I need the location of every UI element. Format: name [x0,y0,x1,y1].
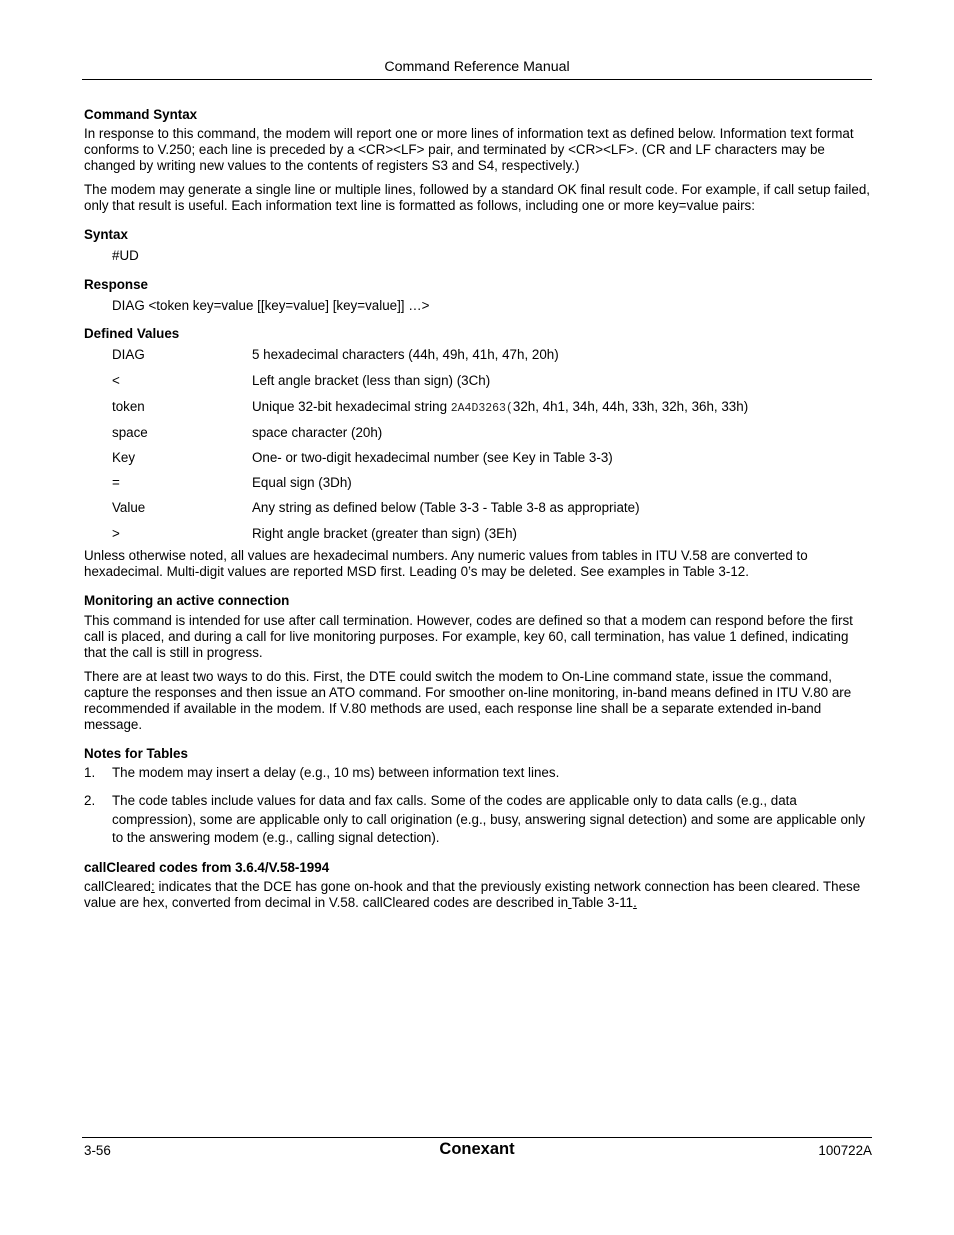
header-divider [82,79,872,80]
note-item [84,792,872,848]
page-number: 3-56 [84,1143,111,1158]
definition-term: = [112,475,120,490]
callcleared-heading: callCleared codes from 3.6.4/V.58-1994 [84,859,330,875]
token-desc-bytes: 32h, 4h1, 34h, 44h, 33h, 32h, 36h, 33h) [512,399,749,414]
definition-description: Right angle bracket (greater than sign) (3Eh) [252,526,517,541]
definition-row [84,373,872,399]
callcleared-period: . [633,894,637,910]
command-syntax-para-1: In response to this command, the modem will report one or more lines of information text as defined below. Information text format conforms to V.250; each line is preceded by a <CR><LF> pair, and terminated by <CR><LF>. (CR and LF characters may be changed by writing new values to the contents of registers S3 and S4, respectively.) [84,126,854,173]
footer-divider [82,1137,872,1138]
command-syntax-heading: Command Syntax [84,107,198,122]
note-text: The code tables include values for data and fax calls. Some of the codes are applicable only to data calls (e.g., data compression), some are applicable only to call origination (e.g., busy, answering signal detection) and some are applicable only to the answering modem (e.g., calling signal detection). [112,793,866,845]
definition-description: Left angle bracket (less than sign) (3Ch) [252,373,491,388]
definition-term: > [112,526,120,541]
running-header: Command Reference Manual [384,59,570,75]
definition-term: Value [112,500,146,515]
syntax-heading: Syntax [84,227,128,242]
token-hex-string: 2A4D3263( [450,402,513,415]
table-3-11-link[interactable]: Table 3-11 [571,894,634,910]
note-number: 2. [84,793,96,808]
defined-values-heading: Defined Values [84,326,180,341]
definition-description [252,399,872,425]
note-number: 1. [84,765,96,780]
definition-term: space [112,425,148,440]
definition-row [84,500,872,526]
definition-description: Any string as defined below (Table 3-3 - Table 3-8 as appropriate) [252,500,640,515]
callcleared-term: callCleared [84,878,151,894]
note-text: The modem may insert a delay (e.g., 10 ms) between information text lines. [112,765,560,780]
callcleared-text: indicates that the DCE has gone on-hook and that the previously existing network connection has been cleared. These value are hex, converted from decimal in V.58. callCleared codes are described in [84,878,861,910]
definition-description: Equal sign (3Dh) [252,475,352,490]
document-number: 100722A [818,1143,872,1158]
note-item [84,765,872,781]
monitoring-para-2: There are at least two ways to do this. First, the DTE could switch the modem to On-Line command state, issue the command, capture the responses and then issue an ATO command. For smoother on-line monitoring, in-band means defined in ITU V.80 are recommended if available in the modem. If V.80 methods are used, each response line shall be a separate extended in-band message. [84,669,852,732]
notes-list [84,765,872,848]
response-heading: Response [84,277,148,292]
definition-row [84,475,872,500]
definition-description: One- or two-digit hexadecimal number (see Key in Table 3-3) [252,450,613,465]
command-syntax-para-2: The modem may generate a single line or multiple lines, followed by a standard OK final result code. For example, if call setup failed, only that result is useful. Each information text line is formatted as follows, including one or more key=value pairs: [84,182,870,213]
definition-term: Key [112,450,136,465]
definition-row [84,425,872,450]
defined-values-list [84,347,872,548]
syntax-value: #UD [112,248,139,263]
callcleared-colon: : [151,878,155,894]
monitoring-heading: Monitoring an active connection [84,593,290,608]
definition-description: 5 hexadecimal characters (44h, 49h, 41h, 47h, 20h) [252,347,559,362]
definition-description: space character (20h) [252,425,383,440]
notes-heading: Notes for Tables [84,746,188,761]
definition-term: < [112,373,120,388]
definition-row [84,347,872,373]
response-value: DIAG <token key=value [[key=value] [key=value]] …> [112,298,430,313]
definition-term: token [112,399,145,414]
company-name: Conexant [439,1140,515,1158]
page-content [84,107,872,911]
definition-row [84,450,872,475]
definition-term: DIAG [112,347,145,362]
definition-row [84,526,872,548]
monitoring-para-1: This command is intended for use after call termination. However, codes are defined so that a modem can respond before the first call is placed, and during a call for live monitoring purposes. For example, key 60, call termination, has value 1 defined, indicating that the call is still in progress. [84,613,853,660]
callcleared-para [84,879,872,911]
defined-values-note: Unless otherwise noted, all values are hexadecimal numbers. Any numeric values from tables in ITU V.58 are converted to hexadecimal. Multi-digit values are reported MSD first. Leading 0’s may be deleted. See examples in Table 3-12. [84,548,808,579]
token-desc-text: Unique 32-bit hexadecimal string [252,399,451,414]
definition-row [84,399,872,425]
